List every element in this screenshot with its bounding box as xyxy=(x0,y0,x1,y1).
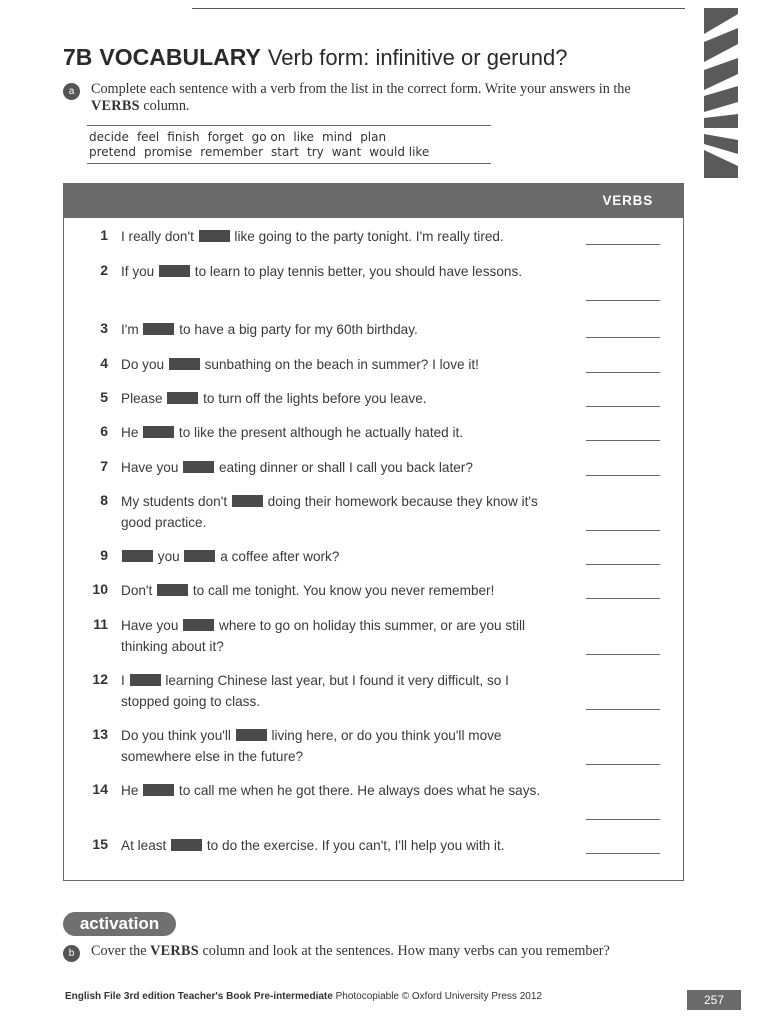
sentence-text: you xyxy=(154,549,184,564)
word-list-item: start xyxy=(271,145,299,159)
blank-gap xyxy=(130,674,161,686)
word-list-item: mind xyxy=(321,130,353,144)
word-list-item: go on xyxy=(251,130,286,144)
item-number: 6 xyxy=(100,423,108,439)
sentence-text: Don't xyxy=(121,583,157,598)
sentence-text: Please xyxy=(121,391,167,406)
answer-line[interactable] xyxy=(586,654,660,655)
item-sentence xyxy=(121,671,561,712)
sentence-text: to learn to play tennis better, you should have lessons. xyxy=(191,264,523,279)
item-number: 12 xyxy=(92,671,108,687)
sentence-text: to call me tonight. You know you never remember! xyxy=(189,583,495,598)
word-list-bottom-rule xyxy=(87,163,491,164)
item-sentence xyxy=(121,458,561,479)
answer-line[interactable] xyxy=(586,440,660,441)
blank-gap xyxy=(171,839,202,851)
word-list-top-rule xyxy=(87,125,491,126)
answer-line[interactable] xyxy=(586,819,660,820)
blank-gap xyxy=(167,392,198,404)
item-sentence xyxy=(121,616,561,657)
item-sentence xyxy=(121,320,561,341)
item-sentence xyxy=(121,492,561,533)
word-list-item: promise xyxy=(143,145,193,159)
sentence-text: Do you xyxy=(121,357,168,372)
sentence-text: to turn off the lights before you leave. xyxy=(199,391,427,406)
item-sentence xyxy=(121,423,561,444)
sentence-text: I really don't xyxy=(121,229,198,244)
item-number: 11 xyxy=(93,616,108,632)
blank-gap xyxy=(157,584,188,596)
sentence-text: Have you xyxy=(121,460,183,475)
blank-gap xyxy=(236,729,267,741)
sentence-text: sunbathing on the beach in summer? I love it! xyxy=(200,357,479,372)
sentence-text: eating dinner or shall I call you back later? xyxy=(215,460,473,475)
part-a-instruction: Complete each sentence with a verb from the list in the correct form. Write your answers in the VERBS column. xyxy=(91,81,631,114)
part-b-instruction: Cover the VERBS column and look at the sentences. How many verbs can you remember? xyxy=(91,943,610,959)
activation-label: activation xyxy=(63,912,176,936)
item-number: 9 xyxy=(100,547,108,563)
sentence-text: If you xyxy=(121,264,159,279)
sentence-text: to call me when he got there. He always does what he says. xyxy=(175,783,541,798)
item-number: 10 xyxy=(92,581,108,597)
unit-code: 7B xyxy=(63,44,93,70)
word-list-item: like xyxy=(293,130,314,144)
sentence-text: Do you think you'll xyxy=(121,728,235,743)
blank-gap xyxy=(143,323,174,335)
sentence-text: My students don't xyxy=(121,494,231,509)
word-list-item: try xyxy=(306,145,324,159)
exercise-header-bar xyxy=(64,184,683,218)
word-list-item: finish xyxy=(167,130,200,144)
answer-line[interactable] xyxy=(586,337,660,338)
footer-credit: English File 3rd edition Teacher's Book Pre-intermediate Photocopiable © Oxford University Press 2012 xyxy=(65,991,542,1002)
item-sentence xyxy=(121,547,561,568)
sentence-text: Have you xyxy=(121,618,183,633)
word-list-item: feel xyxy=(136,130,160,144)
item-number: 3 xyxy=(100,320,108,336)
item-number: 4 xyxy=(100,355,108,371)
item-sentence xyxy=(121,389,561,410)
item-number: 8 xyxy=(100,492,108,508)
page-number: 257 xyxy=(687,990,741,1010)
blank-gap xyxy=(199,230,230,242)
blank-gap xyxy=(159,265,190,277)
sentence-text: I xyxy=(121,673,129,688)
answer-line[interactable] xyxy=(586,530,660,531)
sentence-text: to have a big party for my 60th birthday. xyxy=(175,322,418,337)
item-sentence xyxy=(121,262,561,283)
part-b-badge: b xyxy=(63,945,80,962)
blank-gap xyxy=(169,358,200,370)
blank-gap xyxy=(232,495,263,507)
sentence-text: I'm xyxy=(121,322,143,337)
blank-gap xyxy=(184,550,215,562)
answer-line[interactable] xyxy=(586,853,660,854)
word-list-row-2 xyxy=(89,145,437,159)
sentence-text: living here, or do you think you'll move somewhere else in the future? xyxy=(121,728,502,764)
blank-gap xyxy=(183,461,214,473)
blank-gap xyxy=(143,426,174,438)
answer-line[interactable] xyxy=(586,406,660,407)
item-number: 2 xyxy=(100,262,108,278)
corner-burst-decoration xyxy=(704,8,738,178)
item-number: 13 xyxy=(92,726,108,742)
word-list-item: want xyxy=(331,145,362,159)
sentence-text: like going to the party tonight. I'm really tired. xyxy=(230,229,504,244)
sentence-text: a coffee after work? xyxy=(216,549,340,564)
item-sentence xyxy=(121,355,561,376)
sentence-text: where to go on holiday this summer, or are you still thinking about it? xyxy=(121,618,526,654)
item-sentence xyxy=(121,781,561,802)
answer-line[interactable] xyxy=(586,372,660,373)
sentence-text: to like the present although he actually hated it. xyxy=(175,425,464,440)
section-name: VOCABULARY xyxy=(99,44,261,70)
word-list-item: decide xyxy=(89,130,129,144)
section-subtitle: Verb form: infinitive or gerund? xyxy=(267,45,568,70)
item-number: 5 xyxy=(100,389,108,405)
blank-gap xyxy=(183,619,214,631)
sentence-text: At least xyxy=(121,838,171,853)
item-sentence xyxy=(121,836,561,857)
page-title xyxy=(63,44,567,71)
sentence-text: He xyxy=(121,425,143,440)
blank-gap xyxy=(143,784,174,796)
verbs-column-header: VERBS xyxy=(602,193,653,208)
top-rule xyxy=(192,8,685,9)
word-list-row-1 xyxy=(89,130,394,144)
item-number: 15 xyxy=(92,836,108,852)
item-sentence xyxy=(121,227,561,248)
item-number: 1 xyxy=(100,227,108,243)
sentence-text: doing their homework because they know it's good practice. xyxy=(121,494,538,530)
exercise-box xyxy=(63,183,684,881)
item-sentence xyxy=(121,581,561,602)
word-list-item: pretend xyxy=(89,145,136,159)
word-list-item: remember xyxy=(200,145,264,159)
sentence-text: to do the exercise. If you can't, I'll help you with it. xyxy=(203,838,505,853)
answer-line[interactable] xyxy=(586,475,660,476)
item-number: 7 xyxy=(100,458,108,474)
sentence-text: He xyxy=(121,783,143,798)
word-list-item: would like xyxy=(369,145,430,159)
item-number: 14 xyxy=(92,781,108,797)
answer-line[interactable] xyxy=(586,244,660,245)
part-a-badge: a xyxy=(63,83,80,100)
answer-line[interactable] xyxy=(586,709,660,710)
answer-line[interactable] xyxy=(586,598,660,599)
word-list-item: forget xyxy=(207,130,244,144)
sentence-text: learning Chinese last year, but I found it very difficult, so I stopped going to class. xyxy=(121,673,509,709)
answer-line[interactable] xyxy=(586,764,660,765)
blank-gap xyxy=(122,550,153,562)
word-list-item: plan xyxy=(360,130,387,144)
answer-line[interactable] xyxy=(586,300,660,301)
item-sentence xyxy=(121,726,561,767)
answer-line[interactable] xyxy=(586,564,660,565)
